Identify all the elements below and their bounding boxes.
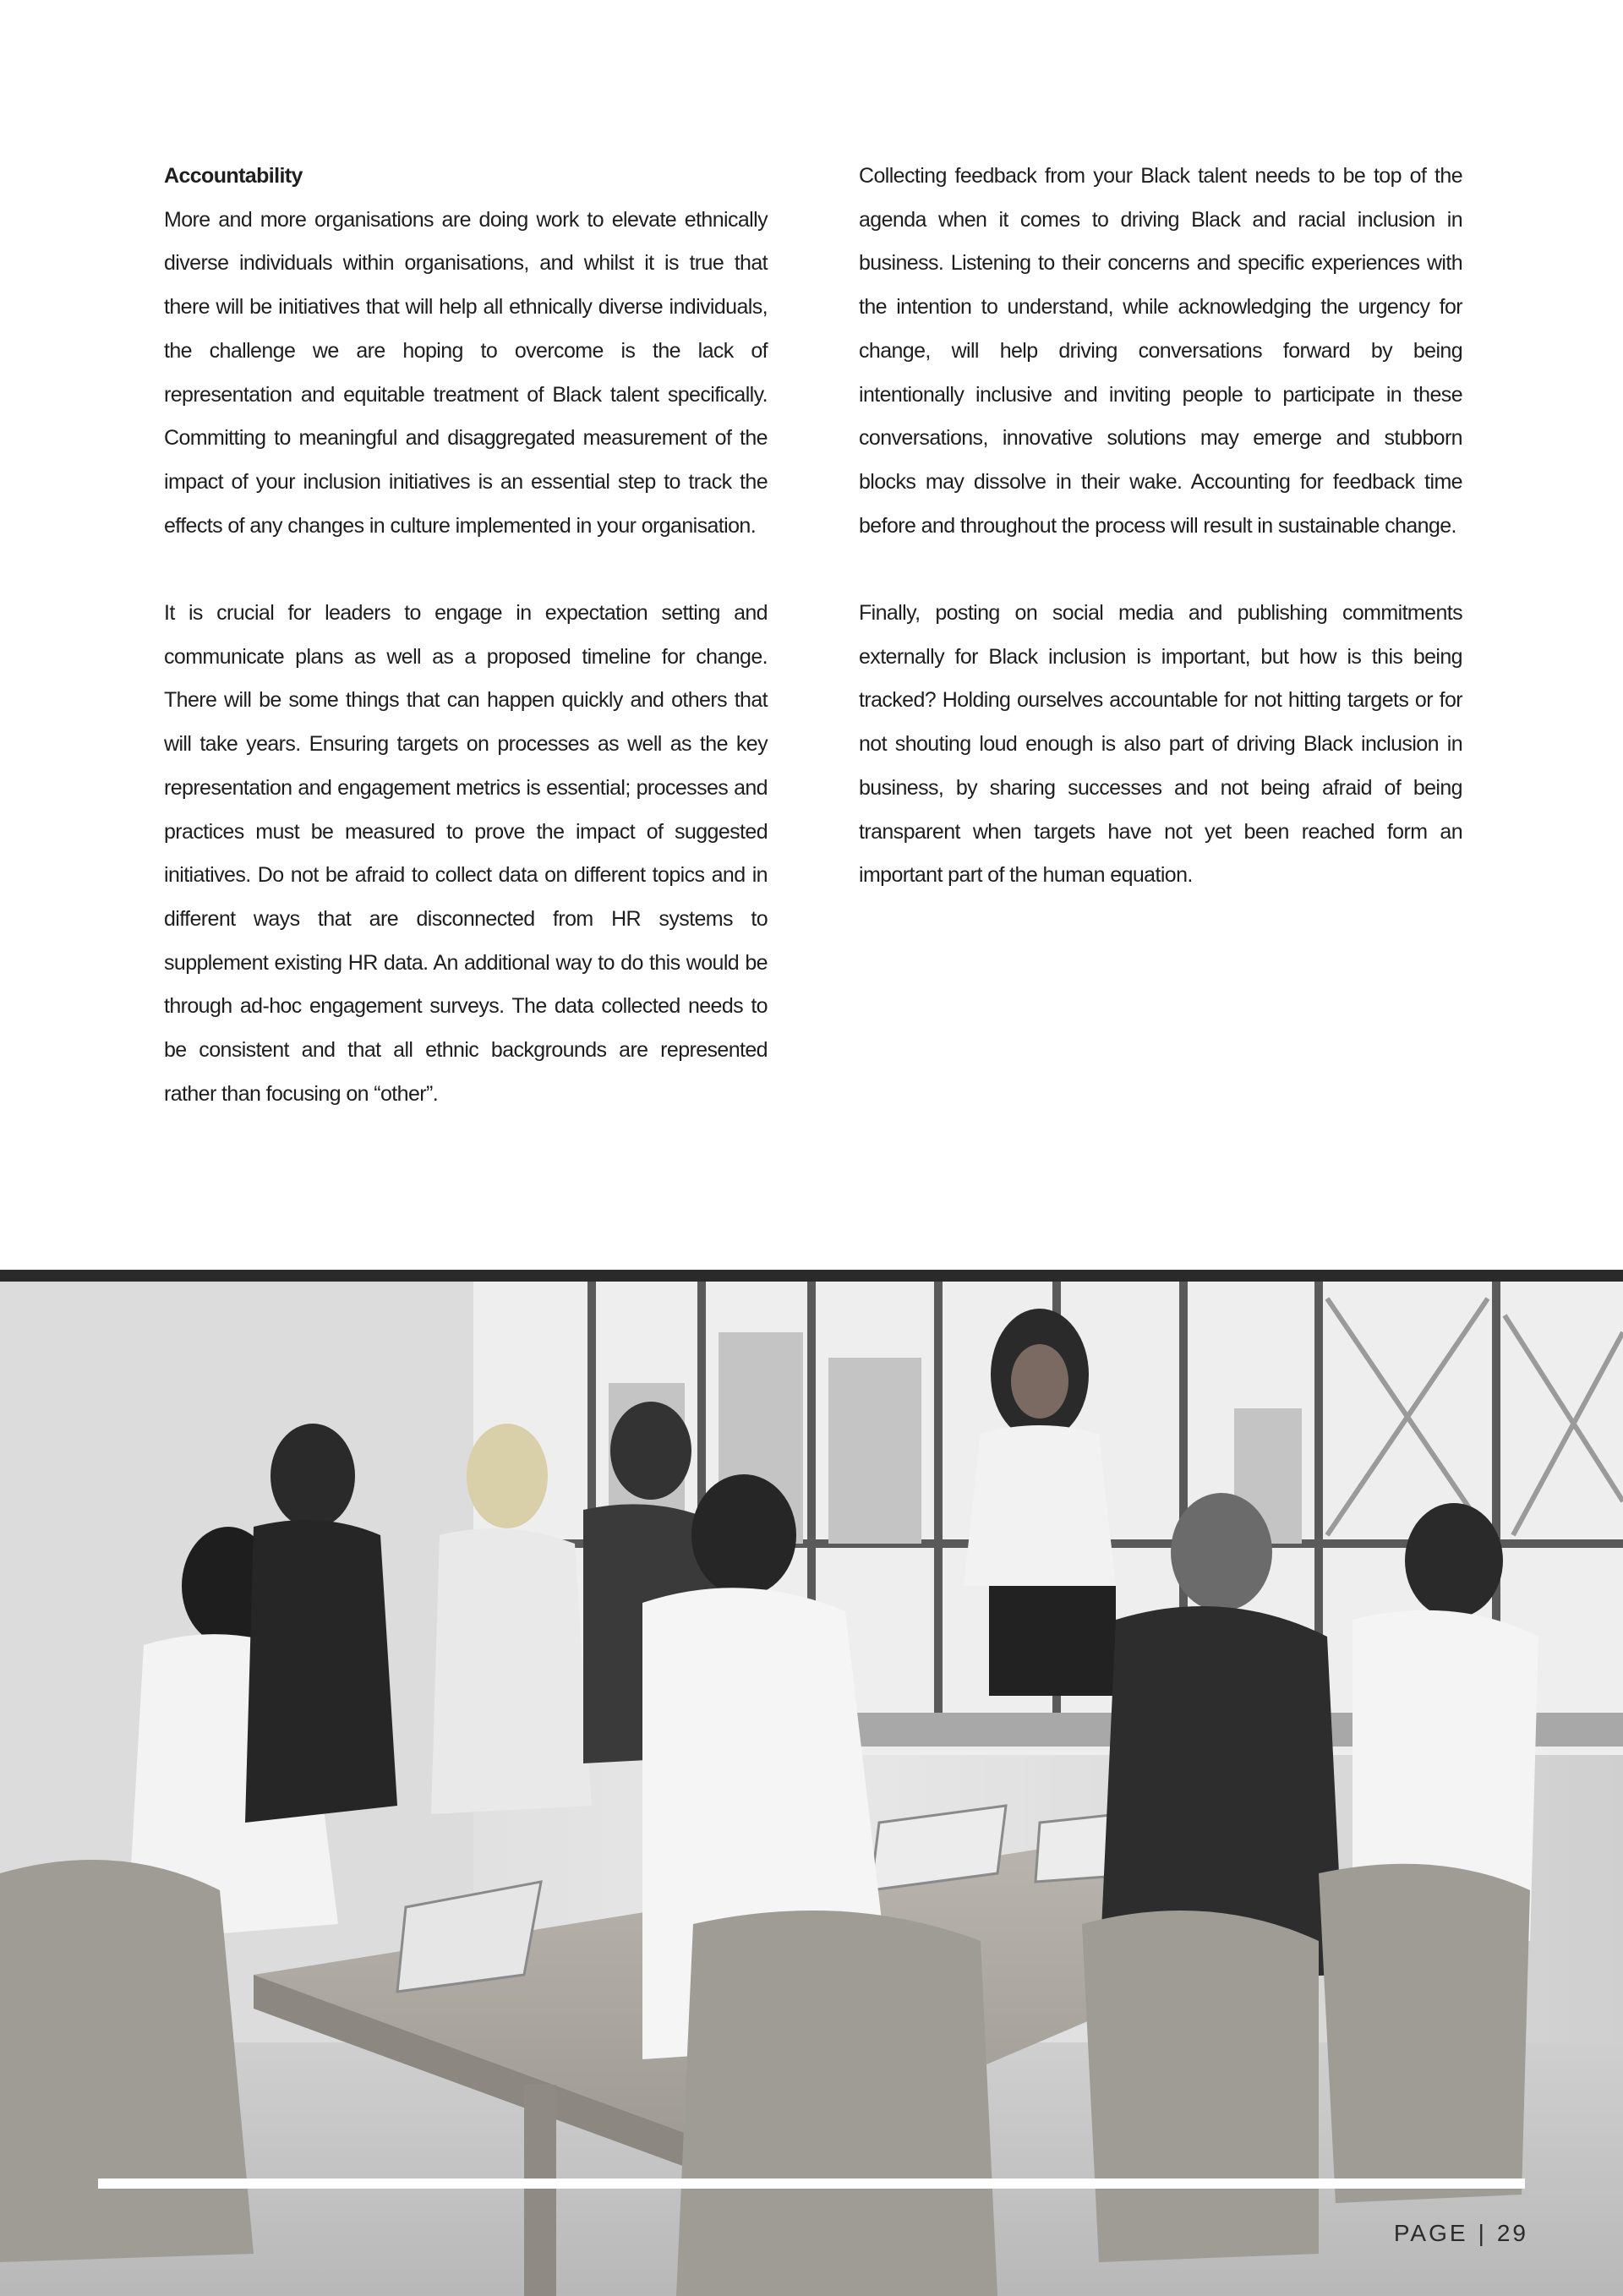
left-paragraph-1: More and more organisations are doing work to elevate ethnically diverse individuals within organisations, and whilst it is true that there will be initiatives that will help all ethnically diverse individuals, the challenge we are hoping to overcome is the lack of representation and equitable treatment of Black talent specifically. Committing to meaningful and disaggregated measurement of the impact of your inclusion initiatives is an essential step to track the effects of any changes in culture implemented in your organisation. (164, 207, 768, 538)
right-text-column (859, 155, 1462, 942)
page-footer (1394, 2220, 1528, 2247)
footer-rule (98, 2178, 1525, 2189)
left-paragraph-2: It is crucial for leaders to engage in expectation setting and communicate plans as well as a proposed timeline for change. There will be some things that can happen quickly and others that will take years. Ensuring targets on processes as well as the key representation and engagement metrics is essential; processes and practices must be measured to prove the impact of suggested initiatives. Do not be afraid to collect data on different topics and in different ways that are disconnected from HR systems to supplement existing HR data. An additional way to do this would be through ad-hoc engagement surveys. The data collected needs to be consistent and that all ethnic backgrounds are represented rather than focusing on “other”. (164, 601, 768, 1106)
page-number: 29 (1496, 2220, 1528, 2246)
meeting-photo-illustration (0, 1282, 1623, 2296)
right-paragraph-1: Collecting feedback from your Black talent needs to be top of the agenda when it comes to driving Black and racial inclusion in business. Listening to their concerns and specific experiences with the intention to understand, while acknowledging the urgency for change, will help driving conversations forward by being intentionally inclusive and inviting people to participate in these conversations, innovative solutions may emerge and stubborn blocks may dissolve in their wake. Accounting for feedback time before and throughout the process will result in sustainable change. (859, 164, 1462, 538)
page-separator: | (1478, 2220, 1487, 2246)
section-heading: Accountability (164, 164, 303, 188)
left-text-column (164, 155, 768, 1160)
right-paragraph-2: Finally, posting on social media and publishing commitments externally for Black inclusion is important, but how is this being tracked? Holding ourselves accountable for not hitting targets or for not shouting loud enough is also part of driving Black inclusion in business, by sharing successes and not being afraid of being transparent when targets have not yet been reached form an important part of the human equation. (859, 601, 1462, 888)
page-label: PAGE (1393, 2220, 1468, 2246)
meeting-photo (0, 1270, 1623, 2296)
